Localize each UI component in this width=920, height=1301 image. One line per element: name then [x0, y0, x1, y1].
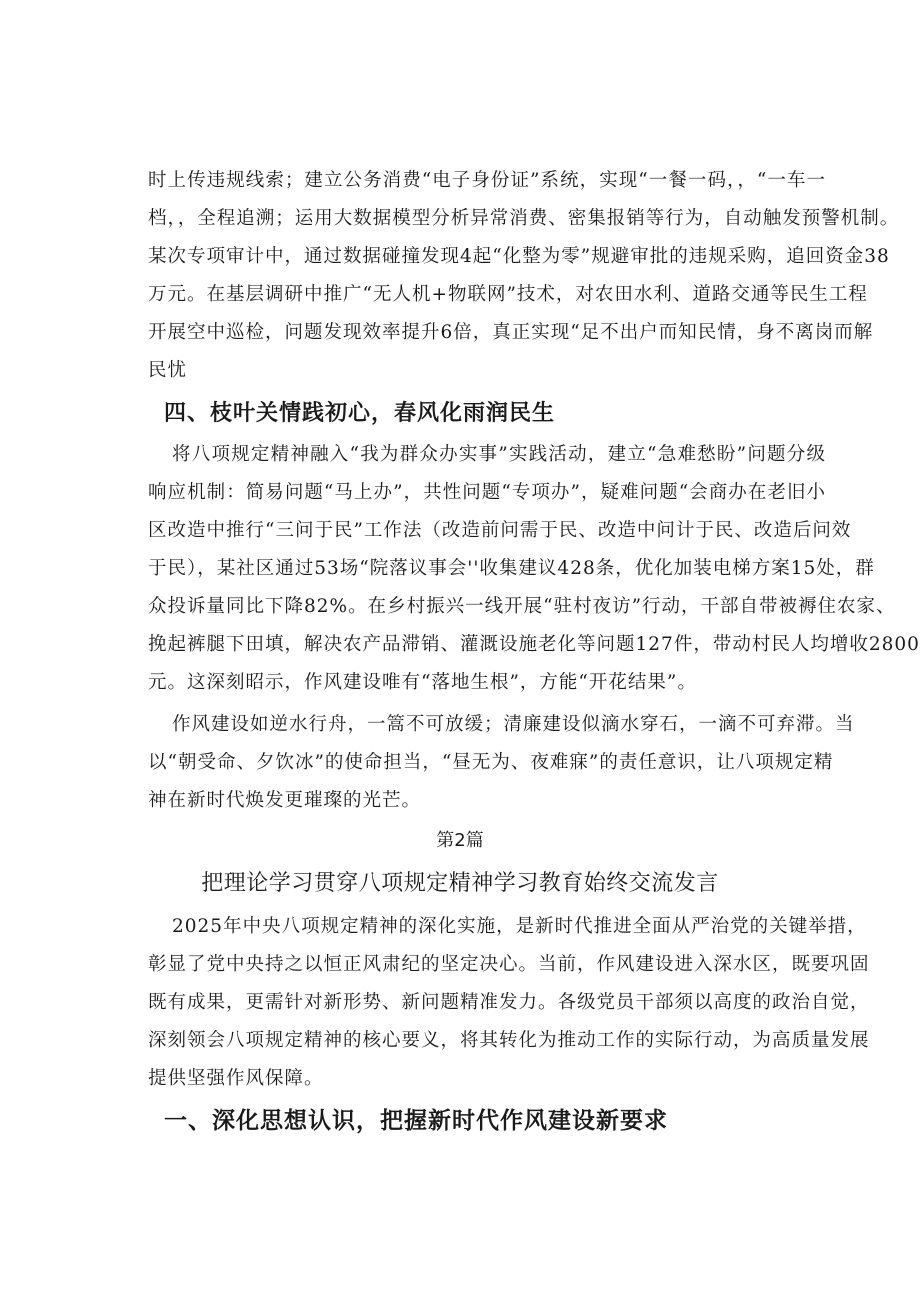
text-line: 开展空中巡检，问题发现效率提升6倍，真正实现“足不出户而知民情，身不离岗而解: [148, 322, 874, 343]
text-line: 将八项规定精神融入“我为群众办实事”实践活动，建立“急难愁盼”问题分级: [172, 444, 826, 465]
paragraph-digital-oversight: [148, 162, 900, 390]
text-line: 万元。在基层调研中推广“无人机+物联网”技术，对农田水利、道路交通等民生工程: [148, 284, 868, 305]
text-line: 响应机制：简易问题“马上办”，共性问题“专项办”，疑难问题“会商办在老旧小: [148, 482, 826, 503]
text-line: 区改造中推行“三问于民”工作法（改造前问需于民、改造中问计于民、改造后问效: [148, 520, 852, 541]
text-line: 提供坚强作风保障。: [148, 1068, 324, 1089]
text-line: 以“朝受命、夕饮冰”的使命担当，“昼无为、夜难寐”的责任意识，让八项规定精: [148, 752, 834, 773]
text-line: 元。这深刻昭示，作风建设唯有“落地生根”，方能“开花结果”。: [148, 672, 697, 693]
paragraph-introduction: [148, 908, 870, 1098]
section-heading-4: 四、枝叶关情践初心，春风化雨润民生: [164, 401, 556, 426]
text-line: 2025年中央八项规定精神的深化实施，是新时代推进全面从严治党的关键举措，: [172, 916, 867, 937]
paragraph-conclusion: [148, 706, 855, 820]
text-line: 档，，全程追溯；运用大数据模型分析异常消费、密集报销等行为，自动触发预警机制。: [148, 208, 900, 229]
text-line: 于民），某社区通过53场“院落议事会''收集建议428条，优化加装电梯方案15处，群: [148, 558, 875, 579]
text-line: 众投诉量同比下降82%。在乡村振兴一线开展“驻村夜访”行动，干部自带被褥住农家、: [148, 596, 896, 617]
section-heading-1: 一、深化思想认识，把握新时代作风建设新要求: [164, 1108, 668, 1134]
article-title: 把理论学习贯穿八项规定精神学习教育始终交流发言: [201, 871, 719, 896]
text-line: 作风建设如逆水行舟，一篙不可放缓；清廉建设似滴水穿石，一滴不可弃滞。当: [172, 714, 855, 735]
paragraph-people-service: [148, 436, 920, 702]
text-line: 既有成果，更需针对新形势、新问题精准发力。各级党员干部须以高度的政治自觉，: [148, 992, 870, 1013]
part-label: 第2篇: [436, 830, 484, 851]
text-line: 神在新时代焕发更璀璨的光芒。: [148, 790, 422, 811]
text-line: 某次专项审计中，通过数据碰撞发现4起“化整为零”规避审批的违规采购，追回资金38: [148, 246, 890, 267]
text-line: 深刻领会八项规定精神的核心要义，将其转化为推动工作的实际行动，为高质量发展: [148, 1030, 870, 1051]
text-line: 民忧: [148, 360, 188, 381]
text-line: 彰显了党中央持之以恒正风肃纪的坚定决心。当前，作风建设进入深水区，既要巩固: [148, 954, 870, 975]
text-line: 时上传违规线索；建立公务消费“电子身份证”系统，实现“一餐一码，，“一车一: [148, 170, 826, 191]
text-line: 挽起裤腿下田填，解决农产品滞销、灌溉设施老化等问题127件，带动村民人均增收2800: [148, 634, 920, 655]
